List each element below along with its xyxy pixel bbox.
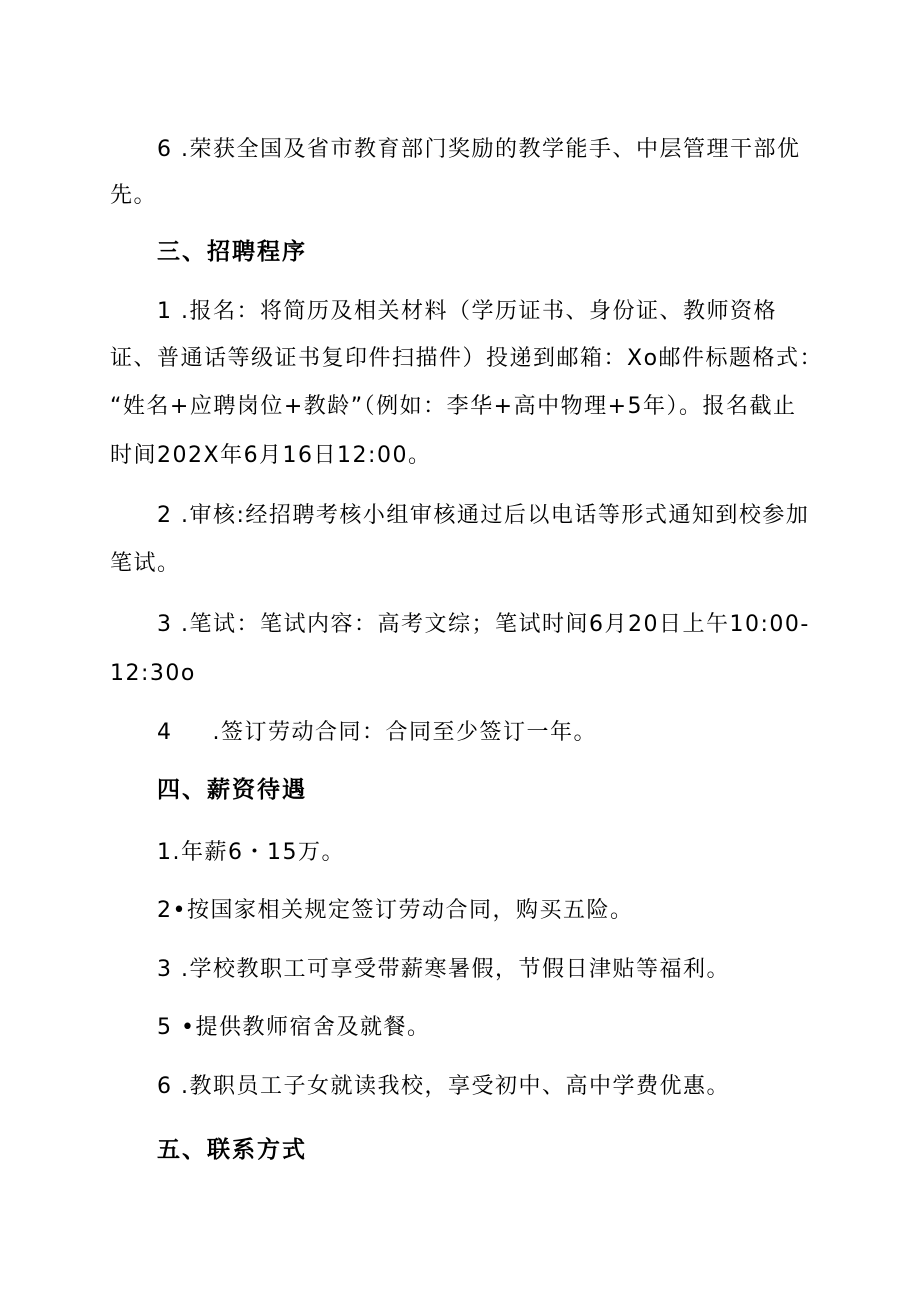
procedure-step-2-line-1: 2 .审核:经招聘考核小组审核通过后以电话等形式通知到校参加 — [157, 503, 810, 528]
procedure-step-1-line-1: 1 .报名：将简历及相关材料（学历证书、身份证、教师资格 — [157, 299, 777, 324]
section-heading-contact: 五、联系方式 — [157, 1137, 307, 1163]
procedure-step-1-line-4: 时间202X年6月16日12:00。 — [110, 443, 432, 468]
procedure-step-1-line-3: “姓名+应聘岗位+教龄”（例如：李华+高中物理+5年）。报名截止 — [110, 394, 797, 419]
procedure-step-1-line-2: 证、普通话等级证书复印件扫描件）投递到邮箱：Xo邮件标题格式： — [110, 346, 824, 371]
benefit-item-3: 3 .学校教职工可享受带薪寒暑假，节假日津贴等福利。 — [157, 957, 730, 982]
section-heading-recruitment-procedure: 三、招聘程序 — [157, 239, 307, 265]
procedure-step-4 — [157, 718, 597, 748]
procedure-step-4-number: 4 — [157, 720, 173, 745]
benefit-item-5: 6 .教职员工子女就读我校，享受初中、高中学费优惠。 — [157, 1074, 730, 1099]
section-heading-salary-benefits: 四、薪资待遇 — [157, 777, 307, 803]
procedure-step-2-line-2: 笔试。 — [110, 551, 181, 576]
benefit-item-1: 1.年薪6・15万。 — [157, 840, 345, 865]
reward-item-line-1: 6 .荣获全国及省市教育部门奖励的教学能手、中层管理干部优 — [157, 137, 801, 162]
benefit-item-4: 5 •提供教师宿舍及就餐。 — [157, 1015, 431, 1040]
benefit-item-2: 2•按国家相关规定签订劳动合同，购买五险。 — [157, 898, 634, 923]
procedure-step-4-text: .签订劳动合同：合同至少签订一年。 — [212, 720, 597, 745]
procedure-step-3-line-2: 12:30o — [110, 661, 196, 686]
procedure-step-3-line-1: 3 .笔试：笔试内容：高考文综；笔试时间6月20日上午10:00- — [157, 612, 810, 637]
reward-item-line-2: 先。 — [110, 183, 158, 208]
